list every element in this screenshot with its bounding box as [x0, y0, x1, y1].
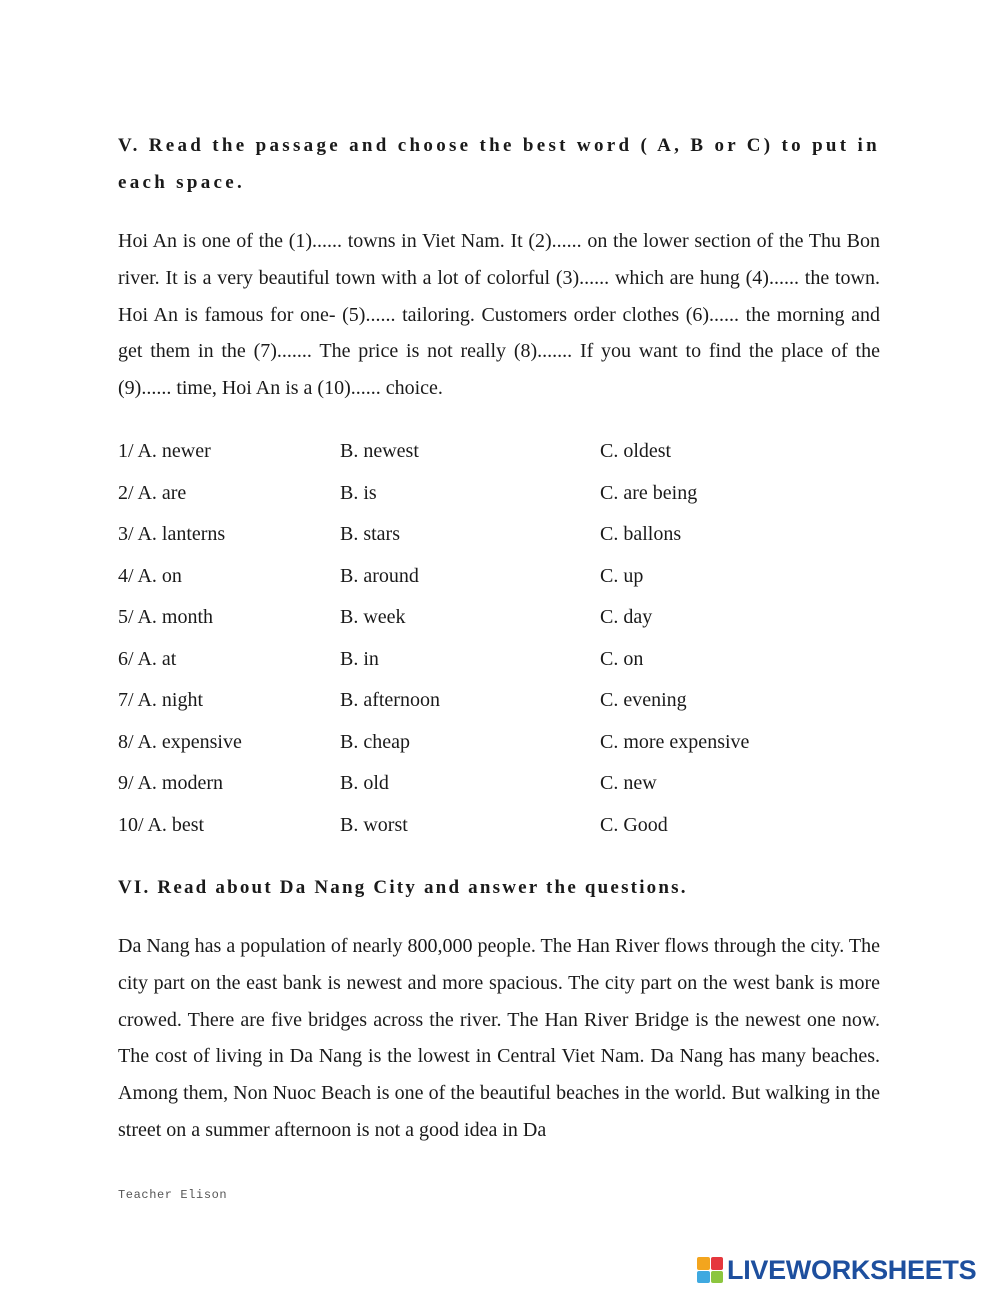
option-b: B. week [340, 606, 406, 628]
option-a: 7/ A. night [118, 689, 204, 711]
question-row [118, 474, 880, 516]
liveworksheets-brand[interactable] [697, 1255, 993, 1285]
footer-author: Teacher Elison [118, 1188, 228, 1202]
question-row [118, 806, 880, 848]
option-c: C. day [600, 606, 653, 628]
question-row [118, 723, 880, 765]
section-v-heading: V. Read the passage and choose the best word ( A, B or C) to put in each space. [118, 135, 880, 193]
logo-square [711, 1271, 724, 1284]
option-a: 1/ A. newer [118, 440, 211, 462]
option-a: 9/ A. modern [118, 772, 223, 794]
question-row [118, 432, 880, 474]
option-c: C. oldest [600, 440, 672, 462]
option-a: 3/ A. lanterns [118, 523, 226, 545]
option-c: C. more expensive [600, 730, 750, 753]
section-vi-passage: Da Nang has a population of nearly 800,000 people. The Han River flows through the city. The city part on the east bank is newest and more spacious. The city part on the west bank is more crowed. There are five bridges across the river. The Han River Bridge is the newest one now. The cost of living in Da Nang is the lowest in Central Viet Nam. Da Nang has many beaches. Among them, Non Nuoc Beach is one of the beautiful beaches in the world. But walking in the street on a summer afternoon is not a good idea in Da [118, 935, 880, 1141]
option-b: B. in [340, 647, 379, 670]
option-b: B. worst [340, 813, 408, 836]
logo-square [697, 1271, 710, 1284]
option-b: B. afternoon [340, 689, 440, 711]
question-row [118, 557, 880, 599]
option-a: 6/ A. at [118, 647, 177, 670]
question-row [118, 681, 880, 723]
option-b: B. is [340, 481, 377, 504]
brand-name: LIVEWORKSHEETS [727, 1255, 977, 1285]
section-v-passage: Hoi An is one of the (1)...... towns in Viet Nam. It (2)...... on the lower section of the Thu Bon river. It is a very beautiful town with a lot of colorful (3)...... which are hung (4)...... the town. Hoi An is famous for one- (5)...... tailoring. Customers order clothes (6)...... the morning and get them in the (7)....... The price is not really (8)....... If you want to find the place of the (9)...... time, Hoi An is a (10)...... choice. [118, 230, 880, 400]
option-a: 4/ A. on [118, 564, 182, 587]
option-b: B. cheap [340, 730, 410, 753]
section-vi-heading: VI. Read about Da Nang City and answer the questions. [118, 877, 688, 898]
question-row [118, 515, 880, 557]
question-row [118, 640, 880, 682]
option-c: C. ballons [600, 523, 682, 545]
option-a: 10/ A. best [118, 813, 205, 836]
option-c: C. on [600, 647, 644, 670]
logo-square [697, 1257, 710, 1270]
option-b: B. stars [340, 523, 400, 545]
liveworksheets-logo-icon [697, 1257, 723, 1283]
option-c: C. new [600, 772, 657, 794]
option-c: C. Good [600, 813, 668, 836]
option-a: 5/ A. month [118, 606, 214, 628]
option-c: C. up [600, 564, 644, 587]
option-b: B. around [340, 564, 419, 587]
option-c: C. are being [600, 481, 698, 504]
option-a: 2/ A. are [118, 481, 187, 504]
question-row [118, 764, 880, 806]
option-b: B. old [340, 772, 389, 794]
option-c: C. evening [600, 689, 687, 711]
answer-options-list [118, 432, 880, 847]
option-a: 8/ A. expensive [118, 730, 242, 753]
question-row [118, 598, 880, 640]
option-b: B. newest [340, 440, 419, 462]
logo-square [711, 1257, 724, 1270]
